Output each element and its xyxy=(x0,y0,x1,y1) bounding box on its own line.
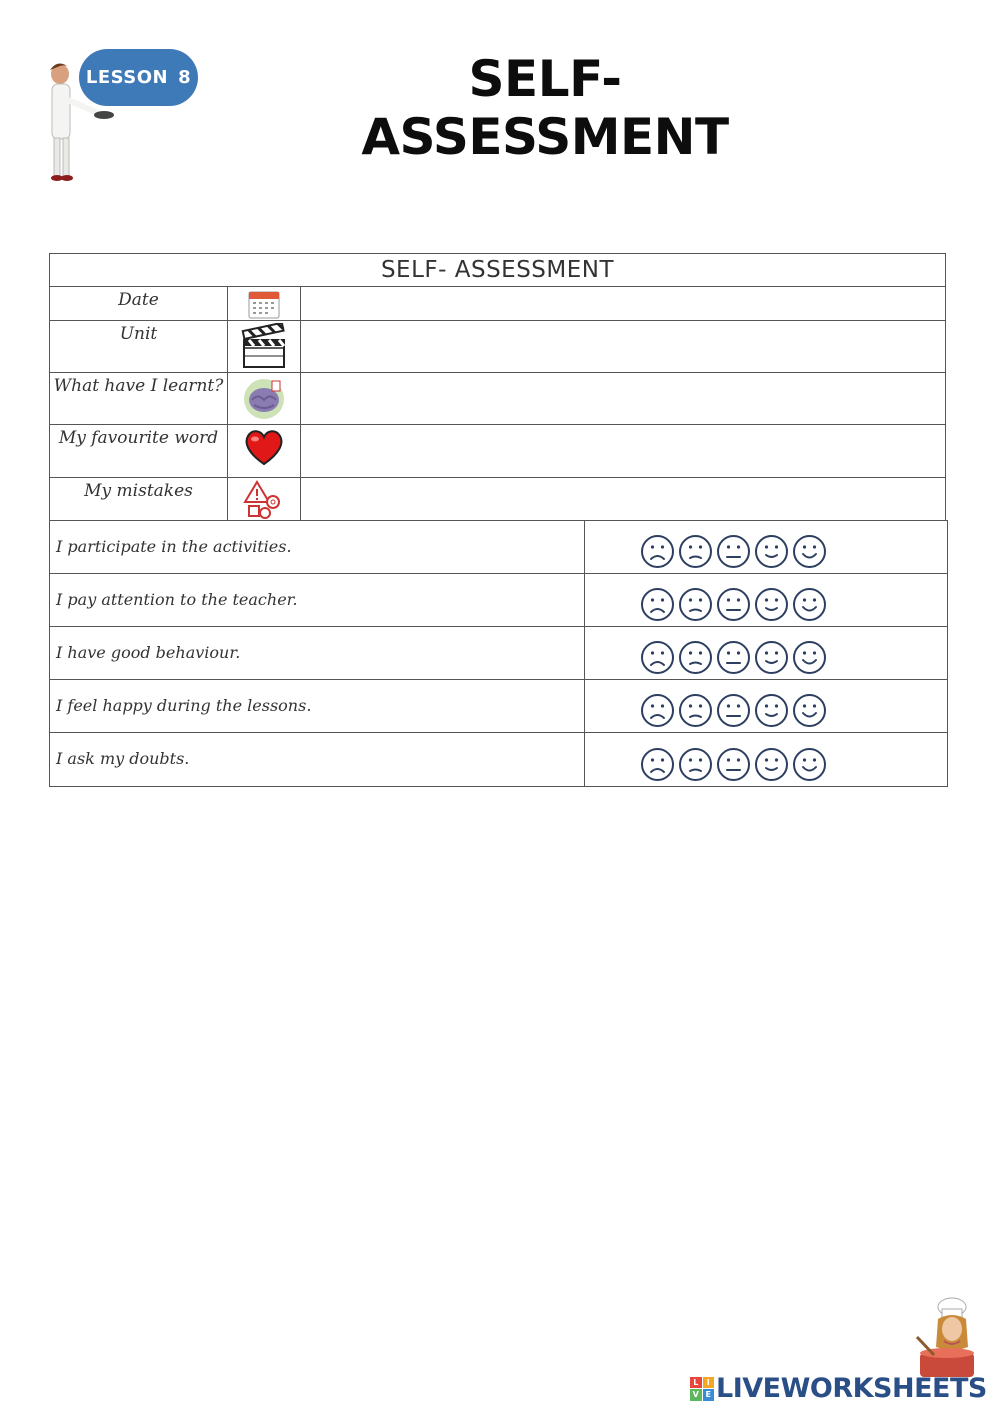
info-row-favourite-word xyxy=(49,425,946,478)
face-scale xyxy=(585,680,947,732)
badge-letter: L xyxy=(690,1377,702,1389)
table-row xyxy=(50,521,947,574)
smile-face-icon[interactable] xyxy=(754,534,789,569)
brain-icon xyxy=(240,375,288,423)
calendar-icon xyxy=(247,289,281,319)
smile-face-icon[interactable] xyxy=(754,747,789,782)
info-row-unit xyxy=(49,321,946,373)
lesson-number: 8 xyxy=(178,67,192,88)
table-row xyxy=(50,627,947,680)
info-row-date xyxy=(49,287,946,321)
brand-name: LIVEWORKSHEETS xyxy=(716,1373,987,1404)
face-scale xyxy=(585,627,947,679)
info-label: Date xyxy=(50,287,228,320)
info-label: My favourite word xyxy=(50,425,228,477)
page-title: SELF-ASSESSMENT xyxy=(361,50,729,166)
very-sad-face-icon[interactable] xyxy=(640,640,675,675)
happy-face-icon[interactable] xyxy=(792,640,827,675)
very-sad-face-icon[interactable] xyxy=(640,587,675,622)
happy-face-icon[interactable] xyxy=(792,747,827,782)
neutral-face-icon[interactable] xyxy=(716,587,751,622)
neutral-face-icon[interactable] xyxy=(716,640,751,675)
sad-face-icon[interactable] xyxy=(678,640,713,675)
table-row xyxy=(50,733,947,786)
info-label: What have I learnt? xyxy=(50,373,228,424)
lesson-word: LESSON xyxy=(85,67,169,88)
info-row-mistakes xyxy=(49,478,946,520)
liveworksheets-logo-icon xyxy=(690,1377,714,1401)
face-scale xyxy=(585,521,947,573)
happy-face-icon[interactable] xyxy=(792,587,827,622)
info-label: Unit xyxy=(50,321,228,372)
very-sad-face-icon[interactable] xyxy=(640,693,675,728)
smile-face-icon[interactable] xyxy=(754,587,789,622)
footer-brand xyxy=(690,1373,987,1404)
info-row-learnt xyxy=(49,373,946,425)
badge-letter: E xyxy=(703,1389,715,1401)
statement: I have good behaviour. xyxy=(50,627,585,679)
lesson-badge xyxy=(79,49,198,106)
self-assessment-sheet xyxy=(49,253,946,787)
very-sad-face-icon[interactable] xyxy=(640,747,675,782)
neutral-face-icon[interactable] xyxy=(716,747,751,782)
happy-face-icon[interactable] xyxy=(792,693,827,728)
badge-letter: I xyxy=(703,1377,715,1389)
unit-field[interactable] xyxy=(301,321,945,372)
statement: I ask my doubts. xyxy=(50,733,585,786)
badge-letter: V xyxy=(690,1389,702,1401)
favourite-word-field[interactable] xyxy=(301,425,945,477)
face-scale xyxy=(585,733,947,786)
sheet-title: SELF- ASSESSMENT xyxy=(49,253,946,287)
sad-face-icon[interactable] xyxy=(678,587,713,622)
sad-face-icon[interactable] xyxy=(678,693,713,728)
warning-gears-icon xyxy=(243,480,285,520)
chef-girl-illustration xyxy=(912,1297,982,1379)
happy-face-icon[interactable] xyxy=(792,534,827,569)
info-label: My mistakes xyxy=(50,478,228,520)
smile-face-icon[interactable] xyxy=(754,640,789,675)
neutral-face-icon[interactable] xyxy=(716,693,751,728)
table-row xyxy=(50,574,947,627)
mistakes-field[interactable] xyxy=(301,478,945,520)
sad-face-icon[interactable] xyxy=(678,747,713,782)
date-field[interactable] xyxy=(301,287,945,320)
very-sad-face-icon[interactable] xyxy=(640,534,675,569)
neutral-face-icon[interactable] xyxy=(716,534,751,569)
learnt-field[interactable] xyxy=(301,373,945,424)
statement: I participate in the activities. xyxy=(50,521,585,573)
rating-table xyxy=(49,520,948,787)
smile-face-icon[interactable] xyxy=(754,693,789,728)
heart-icon xyxy=(243,427,285,467)
face-scale xyxy=(585,574,947,626)
clapperboard-icon xyxy=(241,323,287,369)
statement: I pay attention to the teacher. xyxy=(50,574,585,626)
sad-face-icon[interactable] xyxy=(678,534,713,569)
table-row xyxy=(50,680,947,733)
statement: I feel happy during the lessons. xyxy=(50,680,585,732)
